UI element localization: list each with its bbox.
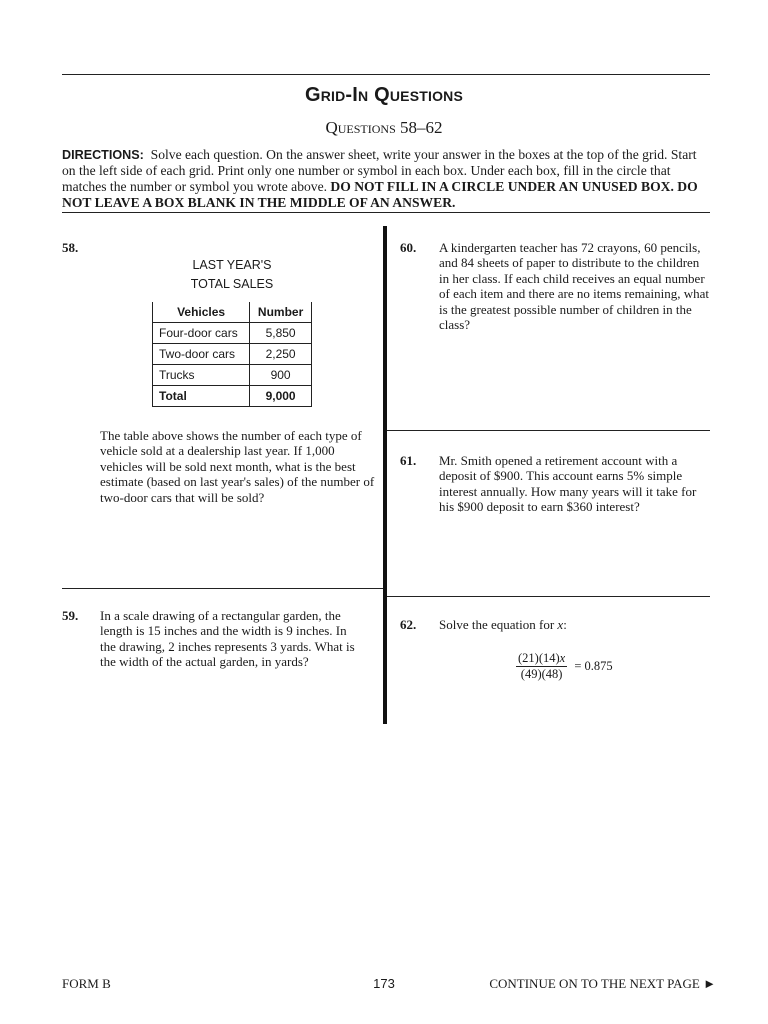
table-total-row bbox=[153, 386, 312, 407]
q62-variable: x bbox=[557, 617, 564, 632]
table-total-label: Total bbox=[153, 386, 250, 407]
page-title: Grid-In Questions bbox=[304, 84, 464, 106]
table-total-value: 9,000 bbox=[250, 386, 312, 407]
q62-text-prefix: Solve the equation for bbox=[439, 617, 558, 632]
numerator-prefix: (21)(14) bbox=[518, 651, 560, 665]
q58-table-caption bbox=[152, 256, 312, 294]
divider-58-59 bbox=[62, 588, 383, 589]
table-header-row bbox=[153, 302, 312, 323]
equation-denominator: (49)(48) bbox=[520, 667, 563, 681]
footer-form: FORM B bbox=[62, 976, 111, 991]
q59-number: 59. bbox=[62, 608, 79, 623]
q62-text bbox=[439, 617, 711, 632]
table-cell-number: 900 bbox=[250, 365, 312, 386]
column-header-vehicles: Vehicles bbox=[153, 302, 250, 323]
directions-rule bbox=[62, 212, 710, 213]
q62-number: 62. bbox=[400, 617, 417, 632]
q62-text-suffix: : bbox=[563, 617, 567, 632]
divider-60-61 bbox=[387, 430, 710, 431]
divider-61-62 bbox=[387, 596, 710, 597]
q58-caption-line-1: LAST YEAR'S bbox=[192, 258, 272, 272]
q60-text: A kindergarten teacher has 72 crayons, 60 pencils, and 84 sheets of paper to distribute to the children in her class. If each child receives an equal number of each item and there are no items remaining, what is the greatest possible number of children in the class? bbox=[439, 240, 710, 333]
directions-text: Solve each question. On the answer sheet, write your answer in the boxes at the top of the grid. Start on the left side of each grid. Print only one number or symbol in each box. Under each box, fill in the circle that matches the number or symbol you wrote above. bbox=[62, 147, 697, 194]
q58-caption-line-2: TOTAL SALES bbox=[190, 277, 274, 291]
q58-number: 58. bbox=[62, 240, 79, 255]
footer-continue: CONTINUE ON TO THE NEXT PAGE ► bbox=[489, 976, 716, 991]
directions bbox=[62, 147, 710, 211]
page-number: 173 bbox=[373, 976, 395, 991]
sales-table bbox=[152, 302, 312, 407]
table-cell-vehicle: Trucks bbox=[153, 365, 250, 386]
table-cell-number: 5,850 bbox=[250, 323, 312, 344]
table-row bbox=[153, 344, 312, 365]
q61-number: 61. bbox=[400, 453, 417, 468]
equation-rhs: = 0.875 bbox=[574, 659, 613, 673]
equation-numerator bbox=[516, 651, 567, 667]
table-cell-vehicle: Four-door cars bbox=[153, 323, 250, 344]
table-cell-vehicle: Two-door cars bbox=[153, 344, 250, 365]
top-rule bbox=[62, 74, 710, 75]
column-divider bbox=[383, 226, 387, 724]
directions-emphasis: DO NOT FILL IN A CIRCLE UNDER AN UNUSED BOX. DO NOT LEAVE A BOX BLANK IN THE MIDDLE OF AN ANSWER. bbox=[62, 179, 698, 210]
equation-fraction bbox=[516, 651, 567, 682]
page-subtitle: Questions 58–62 bbox=[325, 118, 443, 137]
table-row bbox=[153, 365, 312, 386]
directions-label: DIRECTIONS: bbox=[62, 148, 144, 162]
q61-text: Mr. Smith opened a retirement account with a deposit of $900. This account earns 5% simple interest annually. How many years will it take for his $900 deposit to earn $360 interest? bbox=[439, 453, 697, 515]
numerator-variable: x bbox=[559, 651, 566, 665]
q58-text: The table above shows the number of each type of vehicle sold at a dealership last year. If 1,000 vehicles will be sold next month, what is the best estimate (based on last year's sales) of the number of two-door cars that will be sold? bbox=[100, 428, 375, 505]
column-header-number: Number bbox=[250, 302, 312, 323]
q60-number: 60. bbox=[400, 240, 417, 255]
table-cell-number: 2,250 bbox=[250, 344, 312, 365]
table-row bbox=[153, 323, 312, 344]
q59-text: In a scale drawing of a rectangular garden, the length is 15 inches and the width is 9 inches. In the drawing, 2 inches represents 3 yards. What is the width of the actual garden, in yards? bbox=[100, 608, 355, 670]
q62-equation bbox=[516, 651, 613, 682]
